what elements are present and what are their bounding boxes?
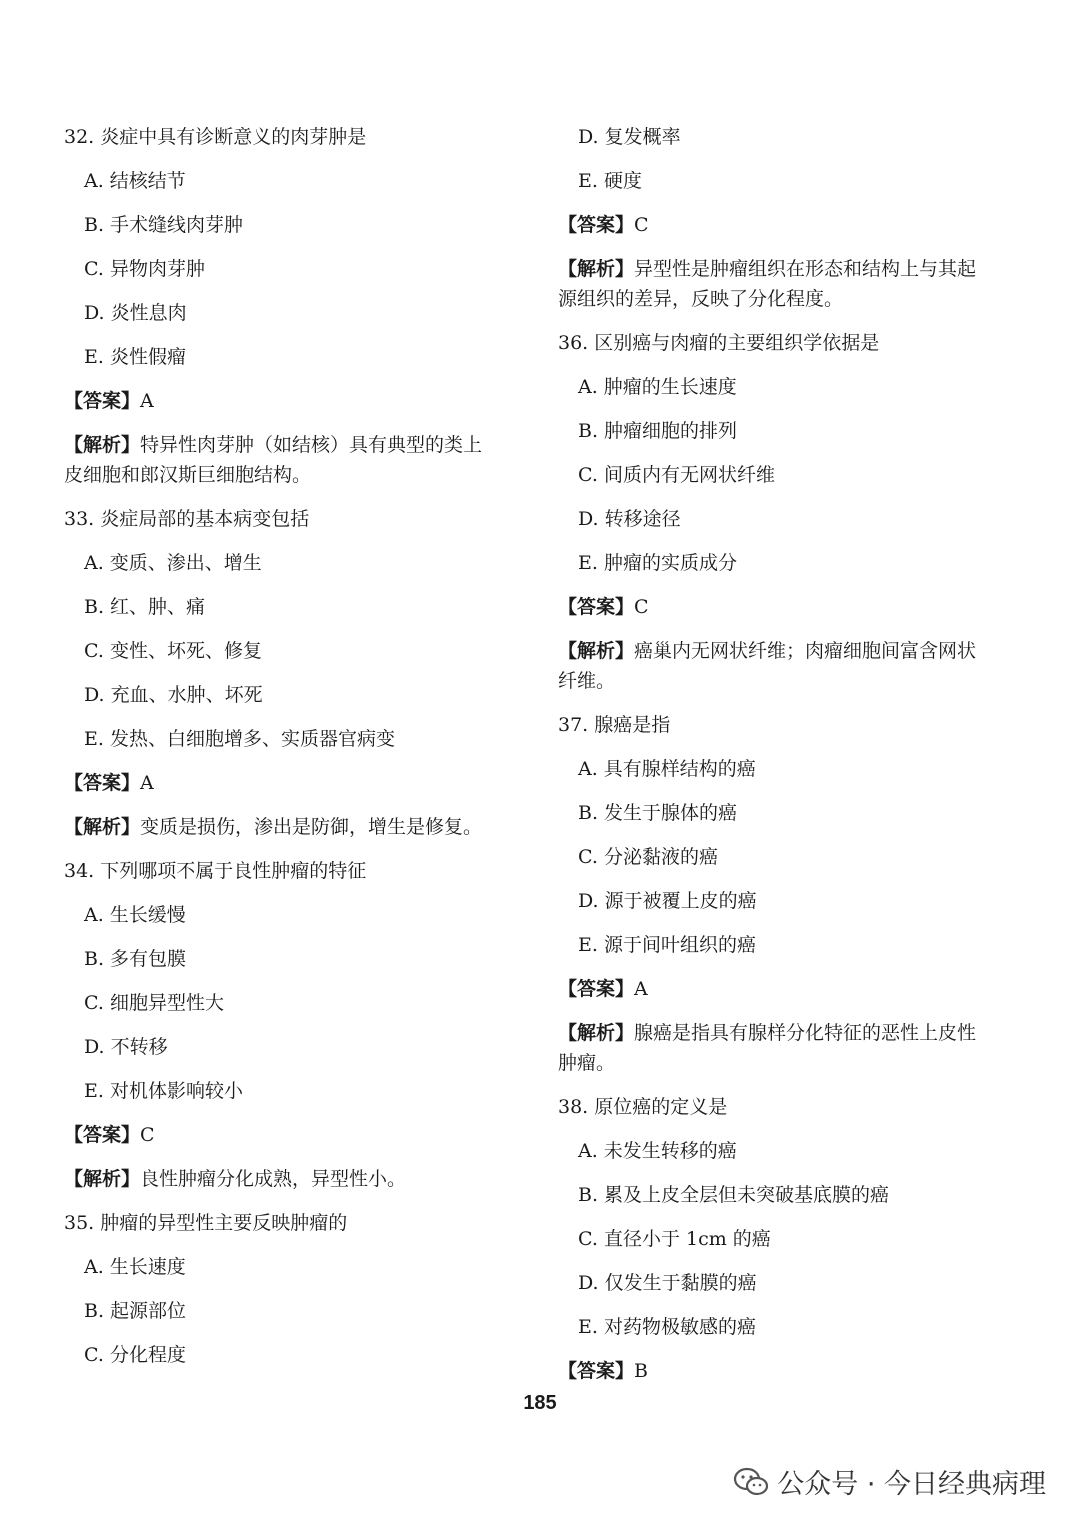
answer-option: C. 分泌黏液的癌: [578, 846, 718, 868]
answer-value: A: [634, 978, 648, 1000]
explanation-line: [558, 254, 1018, 284]
page-number: 185: [523, 1392, 557, 1414]
explanation-line: [64, 430, 524, 460]
question-text: 34. 下列哪项不属于良性肿瘤的特征: [64, 860, 367, 882]
explanation-tag: 【解析】: [558, 640, 635, 662]
explanation-block: [558, 254, 1018, 314]
answer-line: [558, 592, 1018, 622]
explanation-line: [64, 1164, 524, 1194]
explanation-text: 皮细胞和郎汉斯巨细胞结构。: [64, 464, 312, 486]
answer-tag: 【答案】: [64, 1124, 141, 1146]
answer-option: E. 硬度: [578, 170, 642, 192]
explanation-text: 癌巢内无网状纤维；肉瘤细胞间富含网状: [634, 640, 977, 662]
explanation-block: [64, 812, 524, 842]
explanation-tag: 【解析】: [64, 434, 141, 456]
answer-tag: 【答案】: [558, 596, 635, 618]
answer-line: [558, 974, 1018, 1004]
wechat-icon: [733, 1467, 769, 1497]
explanation-text: 良性肿瘤分化成熟，异型性小。: [140, 1168, 407, 1190]
answer-line: [64, 1120, 524, 1150]
answer-option: A. 结核结节: [84, 170, 186, 192]
answer-option: E. 肿瘤的实质成分: [578, 552, 737, 574]
watermark: [733, 1462, 1046, 1501]
answer-option: E. 发热、白细胞增多、实质器官病变: [84, 728, 395, 750]
explanation-line: [64, 460, 524, 490]
answer-tag: 【答案】: [558, 214, 635, 236]
explanation-text: 纤维。: [558, 670, 616, 692]
explanation-line: [558, 284, 1018, 314]
explanation-tag: 【解析】: [558, 258, 635, 280]
explanation-line: [558, 1018, 1018, 1048]
explanation-block: [558, 636, 1018, 696]
watermark-text: 公众号 · 今日经典病理: [777, 1469, 1046, 1500]
explanation-text: 肿瘤。: [558, 1052, 616, 1074]
answer-option: C. 细胞异型性大: [84, 992, 224, 1014]
answer-option: A. 变质、渗出、增生: [84, 552, 262, 574]
answer-line: [64, 768, 524, 798]
answer-option: A. 肿瘤的生长速度: [578, 376, 737, 398]
answer-option: A. 生长缓慢: [84, 904, 186, 926]
explanation-text: 腺癌是指具有腺样分化特征的恶性上皮性: [634, 1022, 977, 1044]
answer-option: D. 源于被覆上皮的癌: [578, 890, 757, 912]
question-text: 37. 腺癌是指: [558, 714, 671, 736]
answer-option: B. 手术缝线肉芽肿: [84, 214, 244, 236]
answer-value: C: [634, 214, 649, 236]
answer-option: D. 炎性息肉: [84, 302, 187, 324]
right-column: [558, 108, 1018, 1386]
explanation-text: 源组织的差异，反映了分化程度。: [558, 288, 844, 310]
answer-tag: 【答案】: [64, 390, 141, 412]
answer-option: D. 复发概率: [578, 126, 681, 148]
explanation-line: [558, 1048, 1018, 1078]
answer-option: E. 对机体影响较小: [84, 1080, 243, 1102]
answer-value: B: [634, 1360, 648, 1382]
answer-option: A. 未发生转移的癌: [578, 1140, 737, 1162]
answer-option: B. 肿瘤细胞的排列: [578, 420, 738, 442]
left-column: [64, 108, 524, 1370]
explanation-line: [558, 666, 1018, 696]
answer-option: B. 累及上皮全层但未突破基底膜的癌: [578, 1184, 890, 1206]
explanation-text: 特异性肉芽肿（如结核）具有典型的类上: [140, 434, 483, 456]
answer-line: [64, 386, 524, 416]
explanation-block: [64, 1164, 524, 1194]
answer-option: D. 不转移: [84, 1036, 168, 1058]
answer-value: A: [140, 390, 154, 412]
answer-option: D. 充血、水肿、坏死: [84, 684, 263, 706]
answer-option: A. 生长速度: [84, 1256, 186, 1278]
question-text: 35. 肿瘤的异型性主要反映肿瘤的: [64, 1212, 348, 1234]
answer-line: [558, 210, 1018, 240]
question-text: 33. 炎症局部的基本病变包括: [64, 508, 310, 530]
answer-option: E. 源于间叶组织的癌: [578, 934, 756, 956]
answer-option: A. 具有腺样结构的癌: [578, 758, 756, 780]
question-text: 32. 炎症中具有诊断意义的肉芽肿是: [64, 126, 367, 148]
answer-option: C. 分化程度: [84, 1344, 186, 1366]
answer-option: D. 转移途径: [578, 508, 681, 530]
answer-option: C. 变性、坏死、修复: [84, 640, 262, 662]
answer-option: B. 多有包膜: [84, 948, 187, 970]
answer-option: E. 对药物极敏感的癌: [578, 1316, 756, 1338]
answer-option: C. 异物肉芽肿: [84, 258, 205, 280]
answer-option: B. 红、肿、痛: [84, 596, 206, 618]
explanation-text: 异型性是肿瘤组织在形态和结构上与其起: [634, 258, 977, 280]
explanation-text: 变质是损伤，渗出是防御，增生是修复。: [140, 816, 483, 838]
answer-value: C: [140, 1124, 155, 1146]
answer-option: B. 发生于腺体的癌: [578, 802, 738, 824]
answer-option: D. 仅发生于黏膜的癌: [578, 1272, 757, 1294]
explanation-tag: 【解析】: [64, 816, 141, 838]
answer-option: B. 起源部位: [84, 1300, 187, 1322]
answer-tag: 【答案】: [558, 1360, 635, 1382]
explanation-line: [64, 812, 524, 842]
explanation-tag: 【解析】: [64, 1168, 141, 1190]
answer-tag: 【答案】: [558, 978, 635, 1000]
explanation-line: [558, 636, 1018, 666]
question-text: 38. 原位癌的定义是: [558, 1096, 728, 1118]
answer-tag: 【答案】: [64, 772, 141, 794]
explanation-block: [558, 1018, 1018, 1078]
answer-option: C. 间质内有无网状纤维: [578, 464, 775, 486]
answer-option: C. 直径小于 1cm 的癌: [578, 1228, 771, 1250]
question-text: 36. 区别癌与肉瘤的主要组织学依据是: [558, 332, 880, 354]
answer-line: [558, 1356, 1018, 1386]
answer-value: C: [634, 596, 649, 618]
answer-option: E. 炎性假瘤: [84, 346, 186, 368]
answer-value: A: [140, 772, 154, 794]
explanation-tag: 【解析】: [558, 1022, 635, 1044]
explanation-block: [64, 430, 524, 490]
